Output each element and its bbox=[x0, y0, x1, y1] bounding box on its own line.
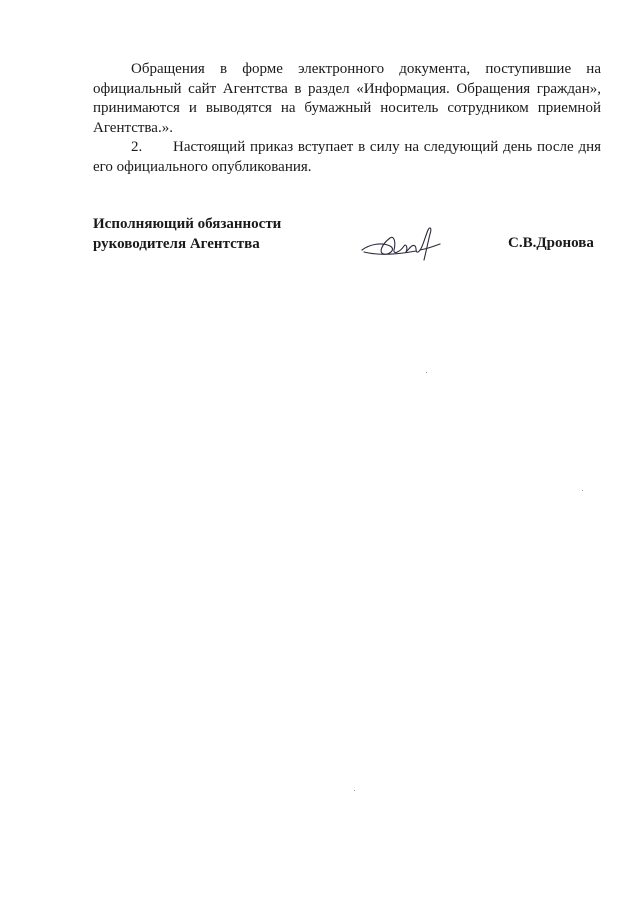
signer-name: С.В.Дронова bbox=[508, 235, 594, 251]
paragraph-1-text: Обращения в форме электронного документа, поступившие на официальный сайт Агентства в раздел «Информация. Обращения граждан», принимаются и выводятся на бумажный носитель сотрудником приемной Агентства.». bbox=[93, 61, 601, 136]
scan-speck bbox=[354, 790, 355, 791]
paragraph-item-2 bbox=[93, 138, 601, 177]
item-2-text: Настоящий приказ вступает в силу на следующий день после дня его официального опубликования. bbox=[93, 139, 601, 175]
handwritten-signature bbox=[360, 222, 450, 264]
scan-speck bbox=[582, 490, 583, 491]
paragraph-electronic-appeals bbox=[93, 60, 601, 138]
item-2-number: 2. bbox=[131, 139, 143, 155]
document-body bbox=[93, 60, 601, 177]
signer-position-line-1: Исполняющий обязанности bbox=[93, 216, 282, 232]
signer-position-line-2: руководителя Агентства bbox=[93, 236, 260, 252]
signer-position bbox=[93, 214, 281, 254]
scan-speck bbox=[426, 372, 427, 373]
